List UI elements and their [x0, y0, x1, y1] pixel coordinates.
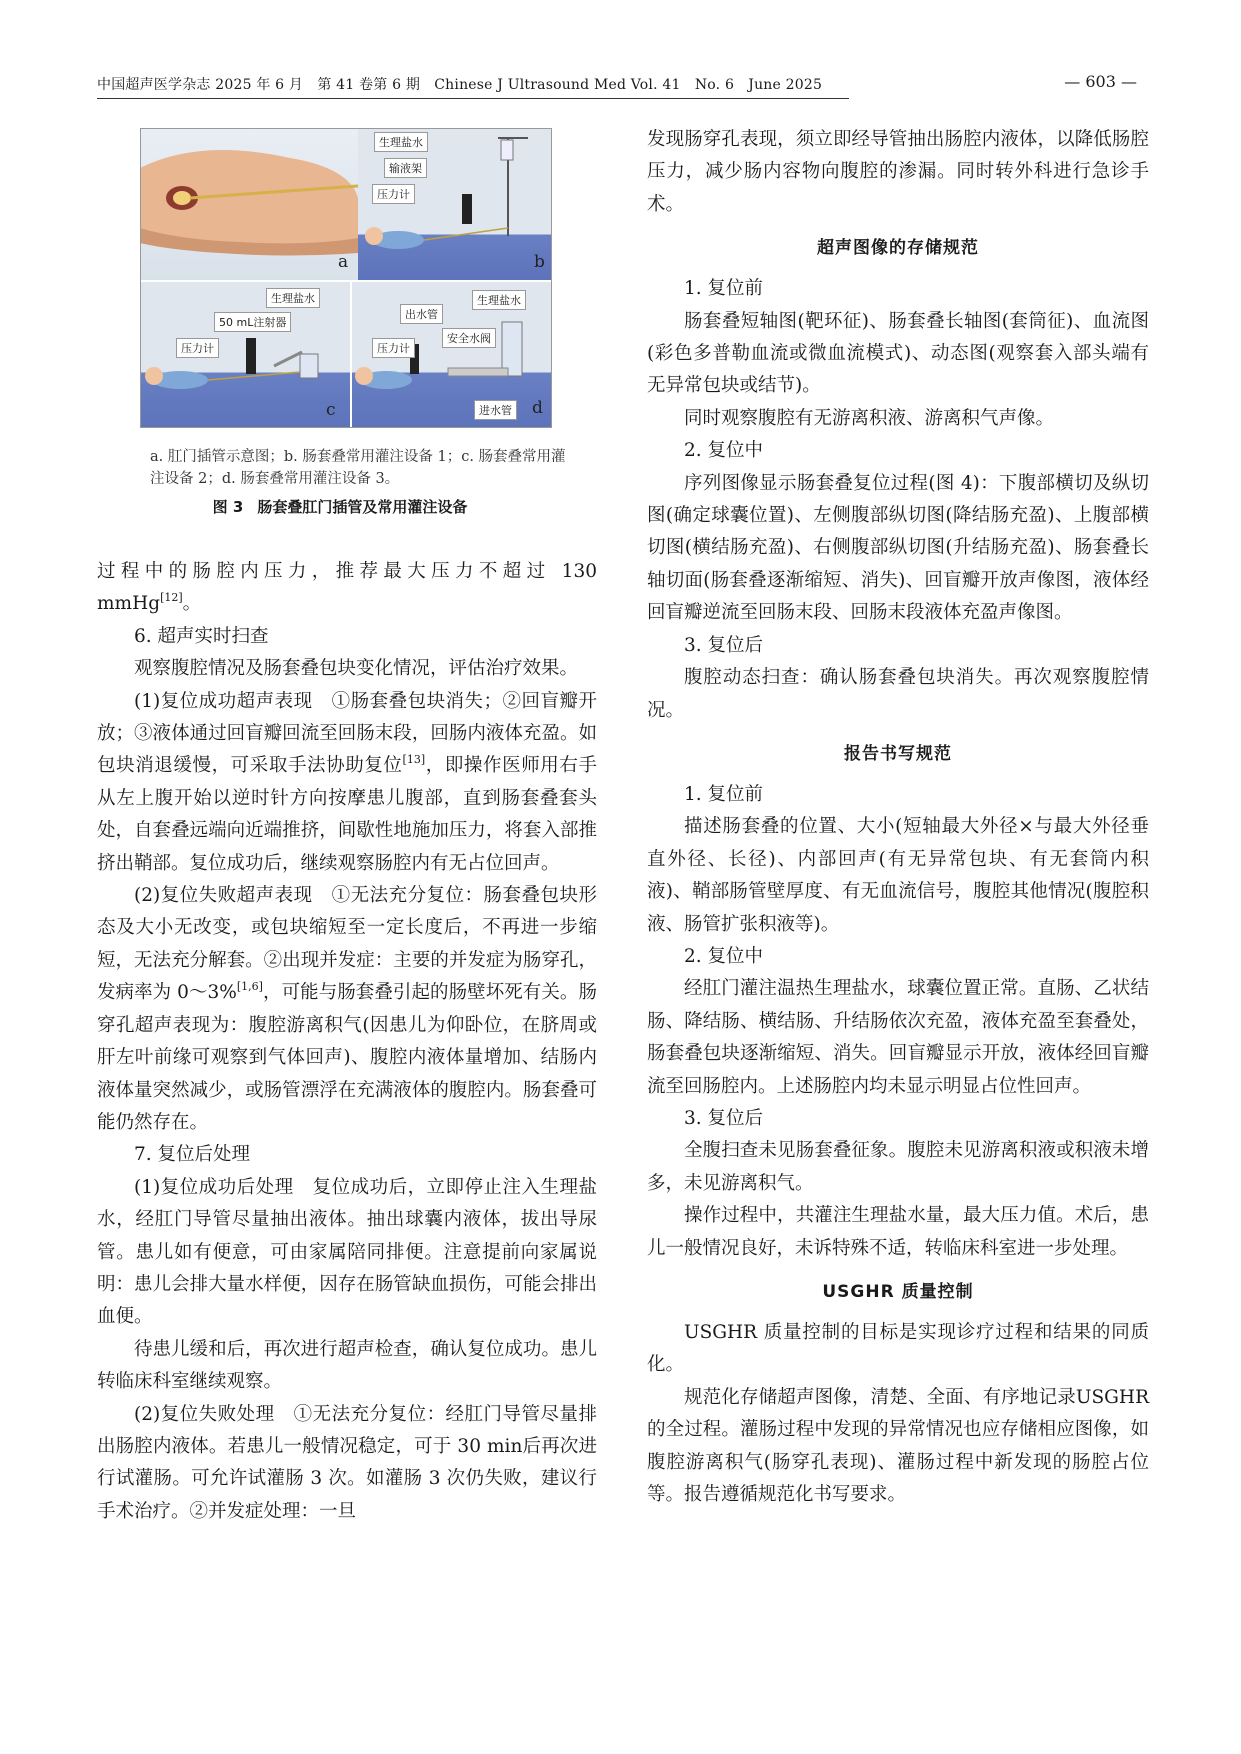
text-span: ，可能与肠套叠引起的肠壁坏死有关。肠穿孔超声表现为：腹腔游离积气(因患儿为仰卧位，在脐周或肝左叶前缘可观察到气体回声)、腹腔内液体量增加、结肠内液体量突然减少，或肠管漂浮在充满液体的腹腔内。肠套叠可能仍然存在。	[97, 982, 597, 1133]
panel-label-c: c	[326, 400, 336, 420]
text-span: ，即操作医师用右手从左上腹开始以逆时针方向按摩患儿腹部，直到肠套叠套头处，自套叠远端向近端推挤，间歇性地施加压力，将套入部推挤出鞘部。复位成功后，继续观察肠腔内有无占位回声。	[97, 755, 597, 874]
figure-3	[140, 128, 552, 428]
tag-inlet-tube: 进水管	[474, 400, 517, 420]
figure-panel-b	[358, 128, 552, 280]
tag-gauge-d: 压力计	[372, 338, 415, 358]
text-span: 过程中的肠腔内压力，推荐最大压力不超过 130 mmHg	[97, 561, 597, 615]
paragraph: (2)复位失败处理 ①无法充分复位：经肛门导管尽量排出肠腔内液体。若患儿一般情况稳定，可于 30 min后再次进行试灌肠。可允许试灌肠 3 次。如灌肠 3 次仍失败，建议行手术治疗。②并发症处理：一旦	[97, 1403, 597, 1522]
figure-panel-d	[352, 282, 552, 428]
paragraph: 规范化存储超声图像，清楚、全面、有序地记录USGHR的全过程。灌肠过程中发现的异常情况也应存储相应图像，如腹腔游离积气(肠穿孔表现)、灌肠过程中新发现的肠腔占位等。报告遵循规范化书写要求。	[647, 1386, 1149, 1506]
figure-number: 图 3	[212, 498, 244, 516]
tag-saline-b: 生理盐水	[374, 132, 428, 152]
tag-gauge-c: 压力计	[176, 338, 219, 358]
text-span: (1)复位成功超声表现 ①肠套叠包块消失；②回盲瓣开放；③液体通过回盲瓣回流至回肠末段，回肠内液体充盈。如包块消退缓慢，可采取手法协助复位	[97, 690, 597, 777]
tag-outlet-tube: 出水管	[400, 304, 443, 324]
subheading-6: 6. 超声实时扫查	[134, 625, 269, 647]
figure-title-text: 肠套叠肛门插管及常用灌注设备	[257, 498, 468, 516]
citation: [13]	[402, 753, 426, 767]
citation: [12]	[160, 591, 183, 605]
paragraph: 全腹扫查未见肠套叠征象。腹腔未见游离积液或积液未增多，未见游离积气。	[647, 1140, 1149, 1194]
subheading: 3. 复位后	[684, 1107, 764, 1129]
paragraph	[97, 880, 597, 1139]
panel-label-b: b	[534, 252, 545, 272]
anal-intubation-illustration	[140, 128, 358, 280]
paragraph	[97, 686, 597, 880]
section-heading-quality-control: USGHR 质量控制	[822, 1282, 974, 1302]
panel-label-d: d	[532, 398, 543, 418]
tag-safety-valve: 安全水阀	[442, 328, 496, 348]
citation: [1,6]	[236, 980, 263, 994]
figure-panel-a	[140, 128, 358, 280]
page-number: — 603 —	[1064, 72, 1137, 91]
tag-syringe: 50 mL注射器	[214, 312, 291, 332]
paragraph: 同时观察腹腔有无游离积液、游离积气声像。	[684, 407, 1055, 429]
header-rule	[97, 98, 849, 99]
tag-saline-d: 生理盐水	[472, 290, 526, 310]
figure-title	[97, 496, 597, 517]
subheading: 1. 复位前	[684, 783, 764, 805]
text-span: 。	[182, 593, 202, 615]
paragraph	[97, 556, 597, 621]
tag-saline-c: 生理盐水	[266, 288, 320, 308]
section-heading-report-writing: 报告书写规范	[844, 743, 952, 764]
text-span: (2)复位失败超声表现 ①无法充分复位：肠套叠包块形态及大小无改变，或包块缩短至一定长度后，不再进一步缩短，无法充分解套。②出现并发症：主要的并发症为肠穿孔，发病率为 0～3%	[97, 885, 597, 1004]
figure-caption: a. 肛门插管示意图；b. 肠套叠常用灌注设备 1；c. 肠套叠常用灌注设备 2；d. 肠套叠常用灌注设备 3。	[150, 449, 566, 487]
running-header	[97, 72, 1137, 98]
paragraph: 待患儿缓和后，再次进行超声检查，确认复位成功。患儿转临床科室继续观察。	[97, 1338, 597, 1393]
paragraph: 序列图像显示肠套叠复位过程(图 4)：下腹部横切及纵切图(确定球囊位置)、左侧腹部纵切图(降结肠充盈)、上腹部横切图(横结肠充盈)、右侧腹部纵切图(升结肠充盈)、肠套叠长轴切面(肠套叠逐渐缩短、消失)、回盲瓣开放声像图，液体经回盲瓣逆流至回肠末段、回肠末段液体充盈声像图。	[647, 472, 1149, 624]
paragraph: 操作过程中，共灌注生理盐水量，最大压力值。术后，患儿一般情况良好，未诉特殊不适，转临床科室进一步处理。	[647, 1205, 1149, 1259]
paragraph: 描述肠套叠的位置、大小(短轴最大外径×与最大外径垂直外径、长径)、内部回声(有无异常包块、有无套筒内积液)、鞘部肠管壁厚度、有无血流信号，腹腔其他情况(腹腔积液、肠管扩张积液等)。	[647, 816, 1149, 935]
subheading: 1. 复位前	[684, 278, 764, 300]
panel-label-a: a	[338, 252, 349, 272]
paragraph: 肠套叠短轴图(靶环征)、肠套叠长轴图(套筒征)、血流图(彩色多普勒血流或微血流模式)、动态图(观察套入部头端有无异常包块或结节)。	[647, 310, 1149, 397]
paragraph: 观察腹腔情况及肠套叠包块变化情况，评估治疗效果。	[134, 658, 579, 680]
subheading: 2. 复位中	[684, 945, 764, 967]
figure-panel-c	[140, 282, 350, 428]
section-heading-image-storage: 超声图像的存储规范	[817, 238, 979, 259]
left-column	[97, 556, 597, 1528]
paragraph: 经肛门灌注温热生理盐水，球囊位置正常。直肠、乙状结肠、降结肠、横结肠、升结肠依次充盈，液体充盈至套叠处，肠套叠包块逐渐缩短、消失。回盲瓣显示开放，液体经回盲瓣流至回肠腔内。上述肠腔内均未显示明显占位性回声。	[647, 978, 1149, 1097]
paragraph: 发现肠穿孔表现，须立即经导管抽出肠腔内液体，以降低肠腔压力，减少肠内容物向腹腔的渗漏。同时转外科进行急诊手术。	[647, 129, 1149, 215]
paragraph: 腹腔动态扫查：确认肠套叠包块消失。再次观察腹腔情况。	[647, 667, 1149, 721]
paragraph: (1)复位成功后处理 复位成功后，立即停止注入生理盐水，经肛门导管尽量抽出液体。抽出球囊内液体，拔出导尿管。患儿如有便意，可由家属陪同排便。注意提前向家属说明：患儿会排大量水样便，因存在肠管缺血损伤，可能会排出血便。	[97, 1176, 597, 1328]
subheading: 2. 复位中	[684, 440, 764, 462]
running-head-text: 中国超声医学杂志 2025 年 6 月 第 41 卷第 6 期 Chinese J Ultrasound Med Vol. 41 No. 6 June 2025	[97, 77, 823, 93]
tag-gauge-b: 压力计	[372, 184, 415, 204]
paragraph: USGHR 质量控制的目标是实现诊疗过程和结果的同质化。	[647, 1322, 1149, 1376]
tag-iv-stand: 输液架	[384, 158, 427, 178]
right-column	[647, 124, 1149, 1511]
subheading-7: 7. 复位后处理	[134, 1144, 251, 1166]
subheading: 3. 复位后	[684, 634, 764, 656]
